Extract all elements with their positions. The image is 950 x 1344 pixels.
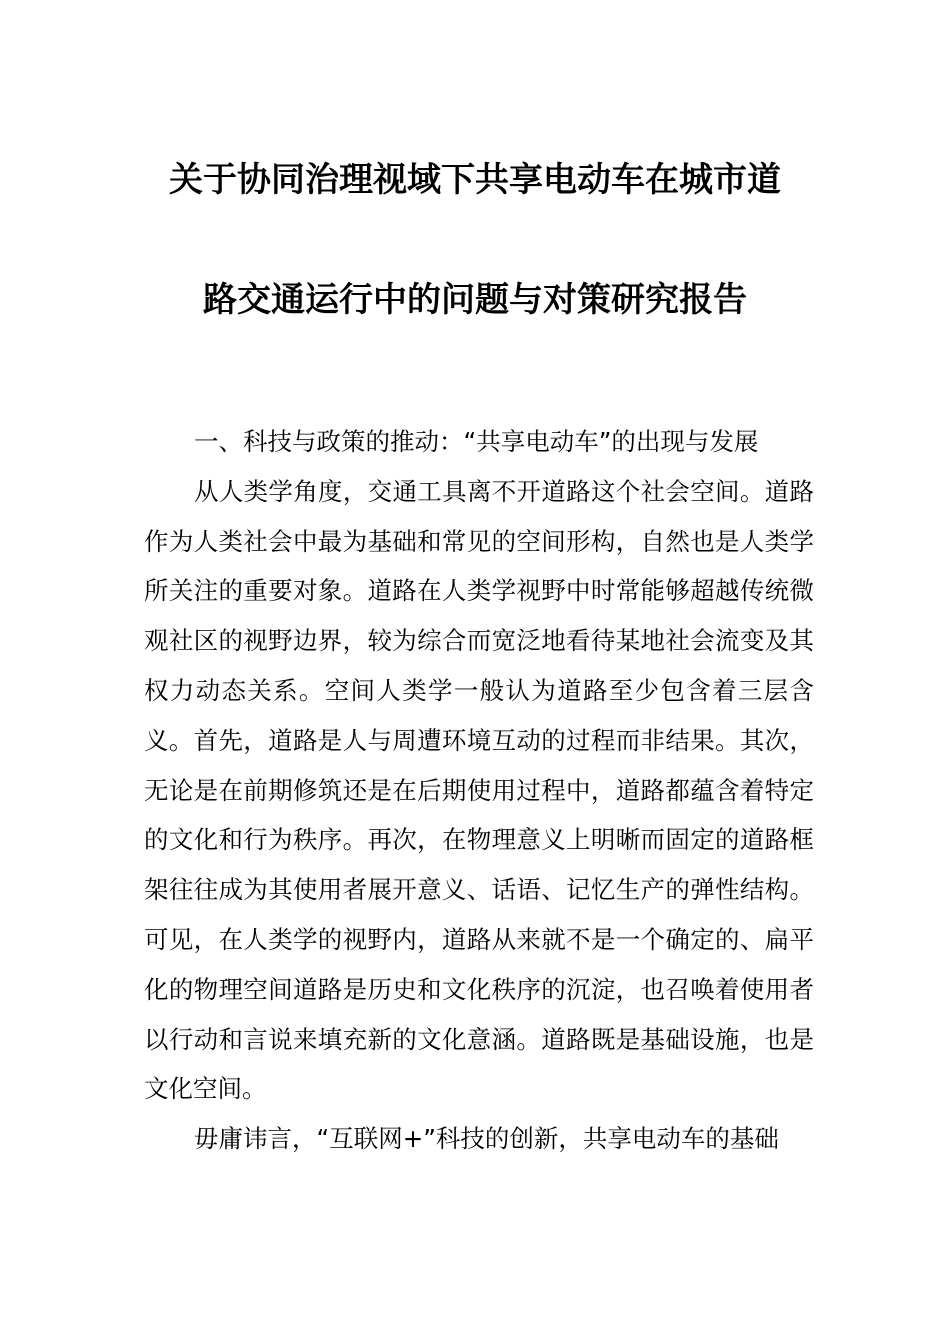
- paragraph-1: 从人类学角度，交通工具离不开道路这个社会空间。道路作为人类社会中最为基础和常见的空间形构，自然也是人类学所关注的重要对象。道路在人类学视野中时常能够超越传统微观社区的视野边界，较为综合而宽泛地看待某地社会流变及其权力动态关系。空间人类学一般认为道路至少包含着三层含义。首先，道路是人与周遭环境互动的过程而非结果。其次，无论是在前期修筑还是在后期使用过程中，道路都蕴含着特定的文化和行为秩序。再次，在物理意义上明晰而固定的道路框架往往成为其使用者展开意义、话语、记忆生产的弹性结构。可见，在人类学的视野内，道路从来就不是一个确定的、扁平化的物理空间道路是历史和文化秩序的沉淀，也召唤着使用者以行动和言说来填充新的文化意涵。道路既是基础设施，也是文化空间。: [144, 476, 814, 1104]
- document-title-line-2: 路交通运行中的问题与对策研究报告: [203, 280, 747, 320]
- document-body: [144, 417, 814, 1164]
- document-title-line-1: 关于协同治理视域下共享电动车在城市道: [169, 160, 781, 200]
- paragraph-2: 毋庸讳言，“互联网+”科技的创新，共享电动车的基础: [194, 1124, 779, 1154]
- section-heading: 一、科技与政策的推动：“共享电动车”的出现与发展: [194, 427, 759, 456]
